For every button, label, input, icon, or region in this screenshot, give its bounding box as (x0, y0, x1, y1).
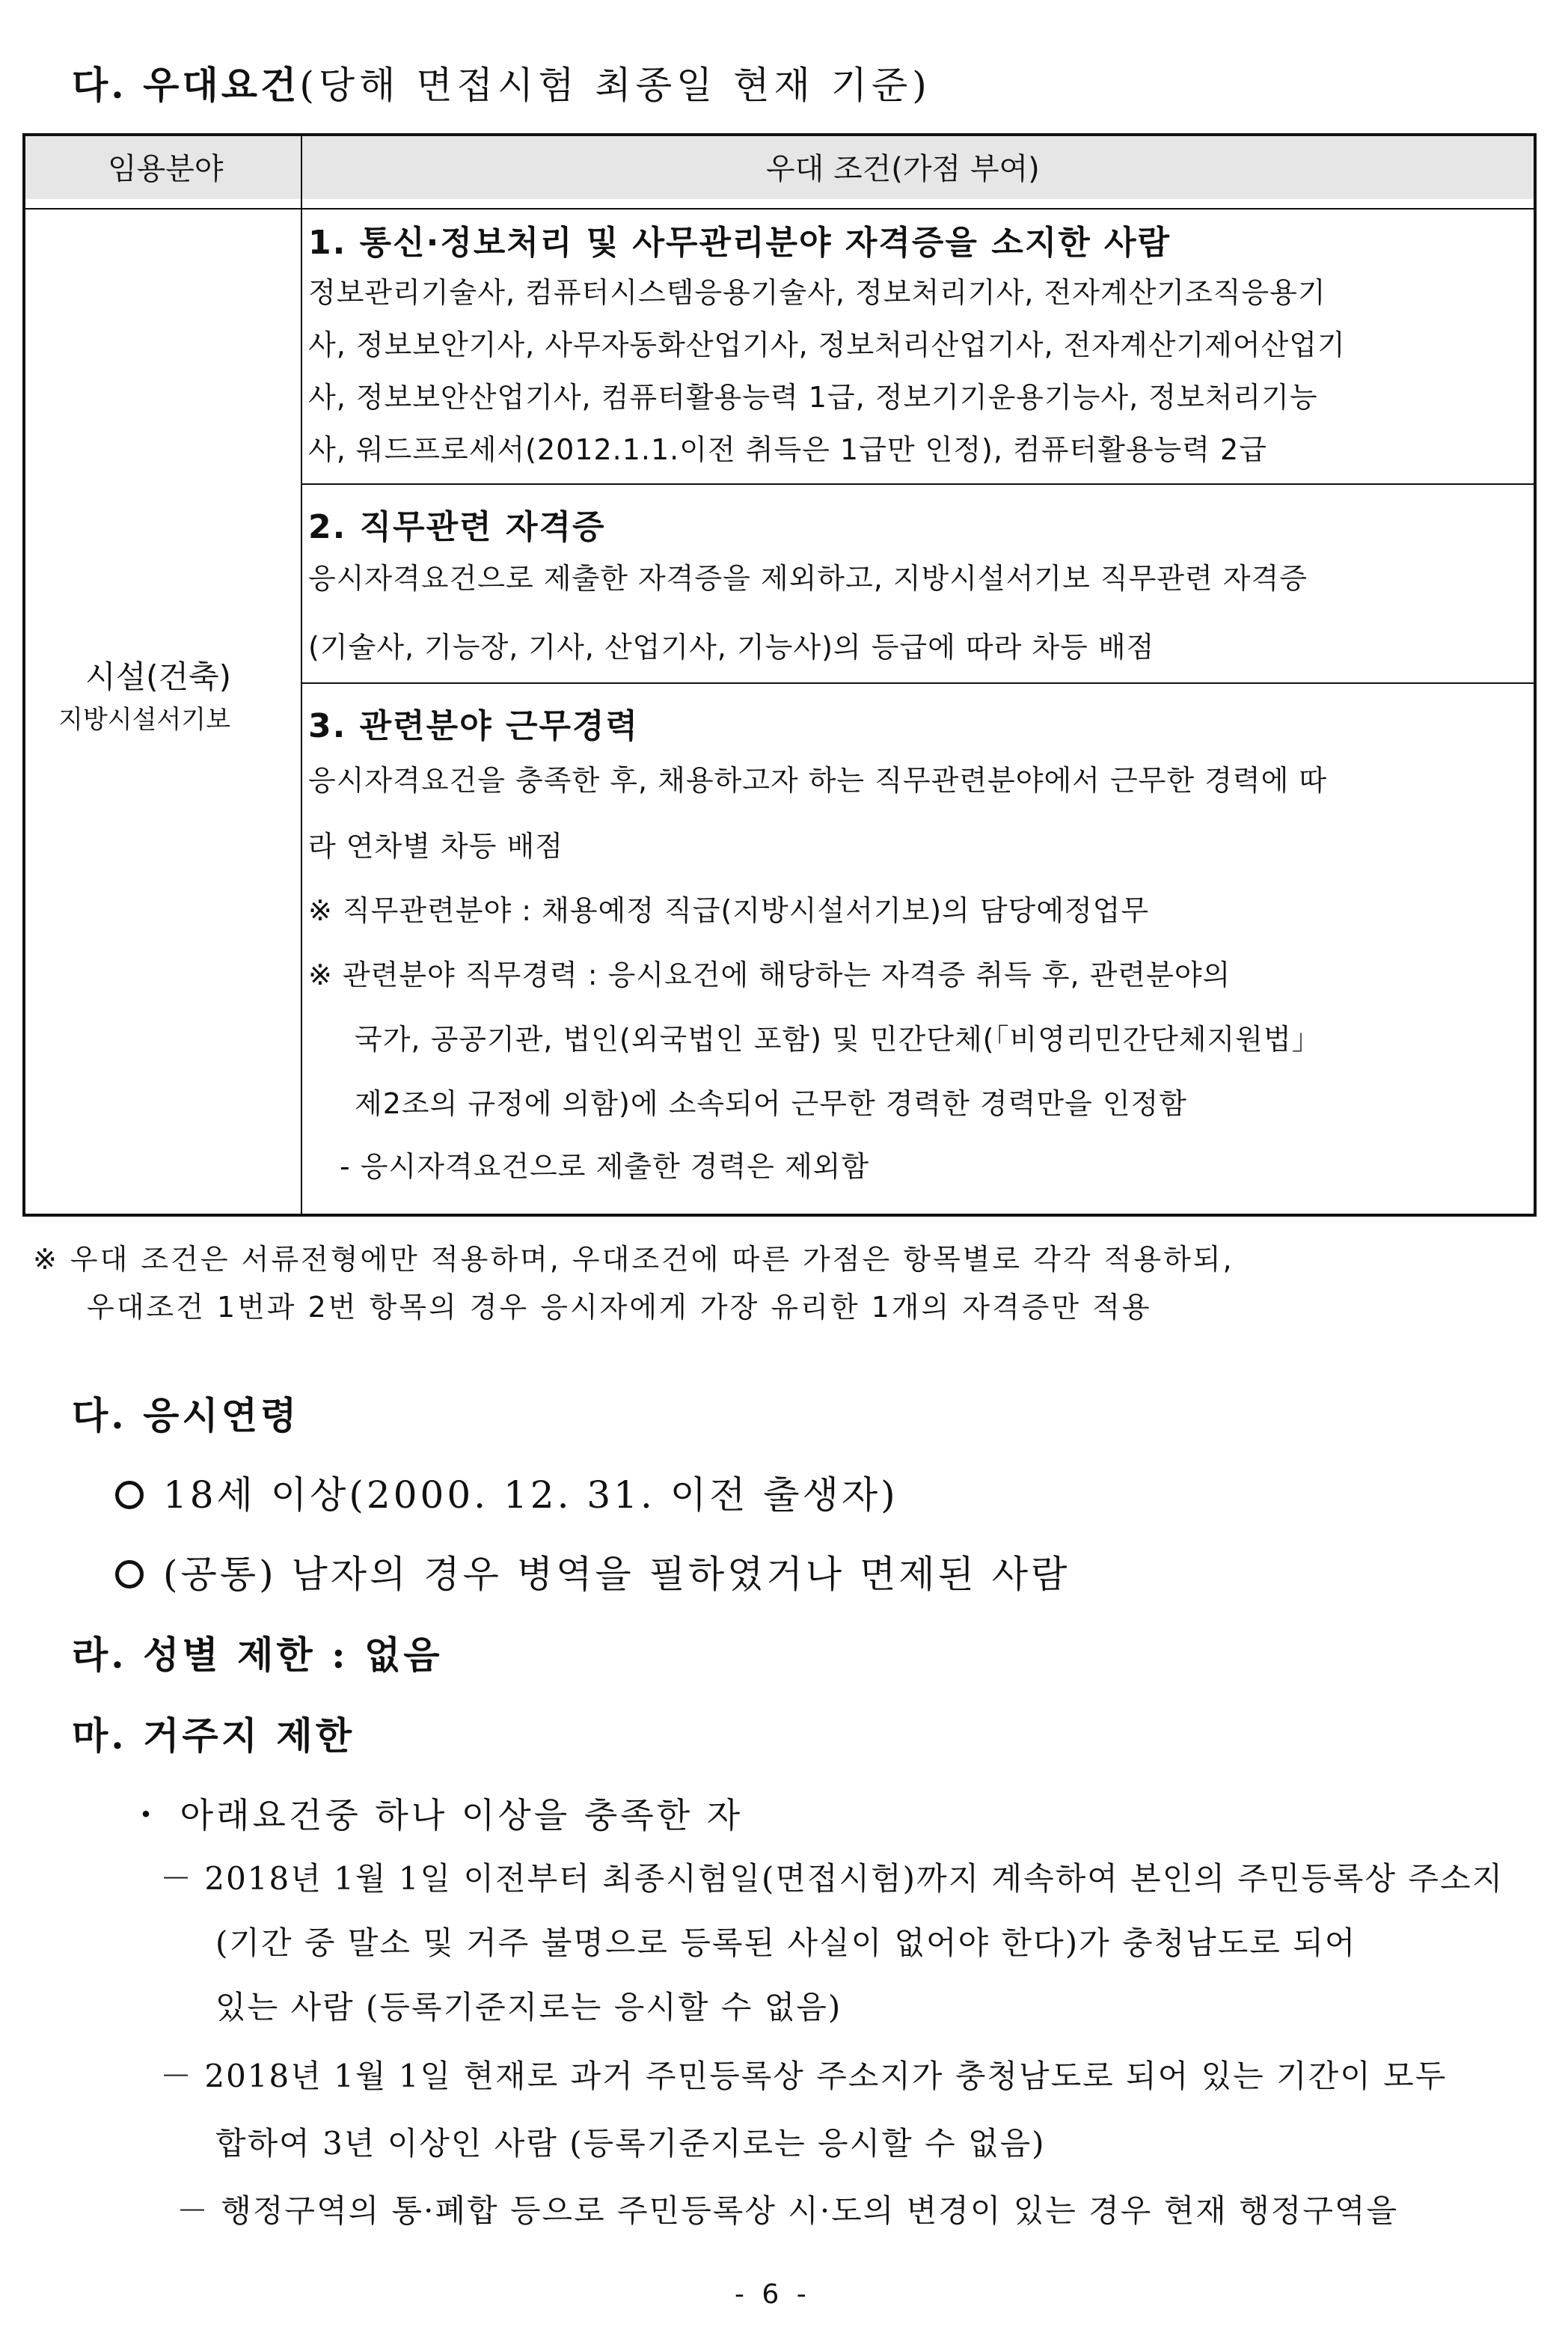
preference-heading-sub: (당해 면접시험 최종일 현재 기준) (299, 64, 931, 107)
col-header-field: 임용분야 (108, 152, 224, 186)
section-2-title: 2. 직무관련 자격증 (308, 508, 606, 546)
preference-note-line: 우대조건 1번과 2번 항목의 경우 응시자에게 가장 유리한 1개의 자격증만 적용 (87, 1291, 1152, 1324)
row-divider (302, 483, 1534, 485)
residence-item-line: 합하여 3년 이상인 사람 (등록기준지로는 응시할 수 없음) (215, 2125, 1046, 2162)
residence-heading: 마. 거주지 제한 (72, 1713, 355, 1758)
residence-item-line: － 2018년 1월 1일 현재로 과거 주민등록상 주소지가 충청남도로 되어 있는 기간이 모두 (160, 2058, 1448, 2094)
preference-note-line: ※ 우대 조건은 서류전형에만 적용하며, 우대조건에 따른 가점은 항목별로 각각 적용하되, (33, 1243, 1234, 1276)
gender-heading: 라. 성별 제한 : 없음 (72, 1633, 443, 1677)
residence-item-line: 있는 사람 (등록기준지로는 응시할 수 없음) (215, 1989, 842, 2025)
section-2-line: (기술사, 기능장, 기사, 산업기사, 기능사)의 등급에 따라 차등 배점 (308, 631, 1155, 664)
section-1-line: 사, 정보보안산업기사, 컴퓨터활용능력 1급, 정보기기운용기능사, 정보처리기능 (308, 381, 1318, 414)
residence-lead: ・ 아래요건중 하나 이상을 충족한 자 (129, 1795, 744, 1835)
header-gap (25, 199, 1534, 210)
residence-item-line: － 행정구역의 통·폐합 등으로 주민등록상 시·도의 변경이 있는 경우 현재 행정구역을 (177, 2192, 1399, 2229)
section-3-line: 국가, 공공기관, 법인(외국법인 포함) 및 민간단체(「비영리민간단체지원법」 (355, 1023, 1321, 1056)
preference-table (22, 133, 1537, 1217)
field-name: 시설(건축) (85, 658, 232, 695)
age-item (115, 1544, 1070, 1598)
preference-heading-main: 다. 우대요건 (72, 63, 300, 107)
age-item-text: (공통) 남자의 경우 병역을 필하였거나 면제된 사람 (163, 1553, 1071, 1596)
age-heading: 다. 응시연령 (72, 1393, 300, 1437)
col-header-condition: 우대 조건(가점 부여) (766, 152, 1040, 186)
age-item-text: 18세 이상(2000. 12. 31. 이전 출생자) (163, 1473, 898, 1517)
section-1-line: 사, 정보보안기사, 사무자동화산업기사, 정보처리산업기사, 전자계산기제어산업기 (308, 328, 1346, 361)
section-3-title: 3. 관련분야 근무경력 (308, 707, 639, 745)
section-3-line: - 응시자격요건으로 제출한 경력은 제외함 (340, 1150, 870, 1183)
residence-item-line: － 2018년 1월 1일 이전부터 최종시험일(면접시험)까지 계속하여 본인의 주민등록상 주소지 (160, 1860, 1504, 1897)
row-divider (302, 682, 1534, 684)
circle-bullet-icon (115, 1560, 144, 1589)
table-header-row (25, 136, 1534, 201)
section-3-line: 라 연차별 차등 배점 (308, 830, 563, 863)
section-3-line: 응시자격요건을 충족한 후, 채용하고자 하는 직무관련분야에서 근무한 경력에 따 (308, 764, 1328, 797)
section-1-title: 1. 통신·정보처리 및 사무관리분야 자격증을 소지한 사람 (308, 224, 1172, 262)
section-3-line: 제2조의 규정에 의함)에 소속되어 근무한 경력한 경력만을 인정함 (355, 1087, 1187, 1120)
page-number: - 6 - (735, 2279, 811, 2310)
field-grade: 지방시설서기보 (58, 705, 230, 735)
residence-item-line: (기간 중 말소 및 거주 불명으로 등록된 사실이 없어야 한다)가 충청남도로 되어 (215, 1924, 1357, 1961)
section-2-line: 응시자격요건으로 제출한 자격증을 제외하고, 지방시설서기보 직무관련 자격증 (308, 562, 1308, 595)
column-divider (301, 136, 302, 1214)
section-3-note: ※ 관련분야 직무경력 : 응시요건에 해당하는 자격증 취득 후, 관련분야의 (308, 958, 1231, 991)
age-item (115, 1465, 898, 1519)
preference-heading (72, 55, 931, 109)
section-1-line: 사, 워드프로세서(2012.1.1.이전 취득은 1급만 인정), 컴퓨터활용능력 2급 (308, 433, 1267, 466)
circle-bullet-icon (115, 1481, 144, 1509)
section-1-line: 정보관리기술사, 컴퓨터시스템응용기술사, 정보처리기사, 전자계산기조직응용기 (308, 276, 1326, 309)
section-3-note: ※ 직무관련분야 : 채용예정 직급(지방시설서기보)의 담당예정업무 (308, 894, 1150, 927)
